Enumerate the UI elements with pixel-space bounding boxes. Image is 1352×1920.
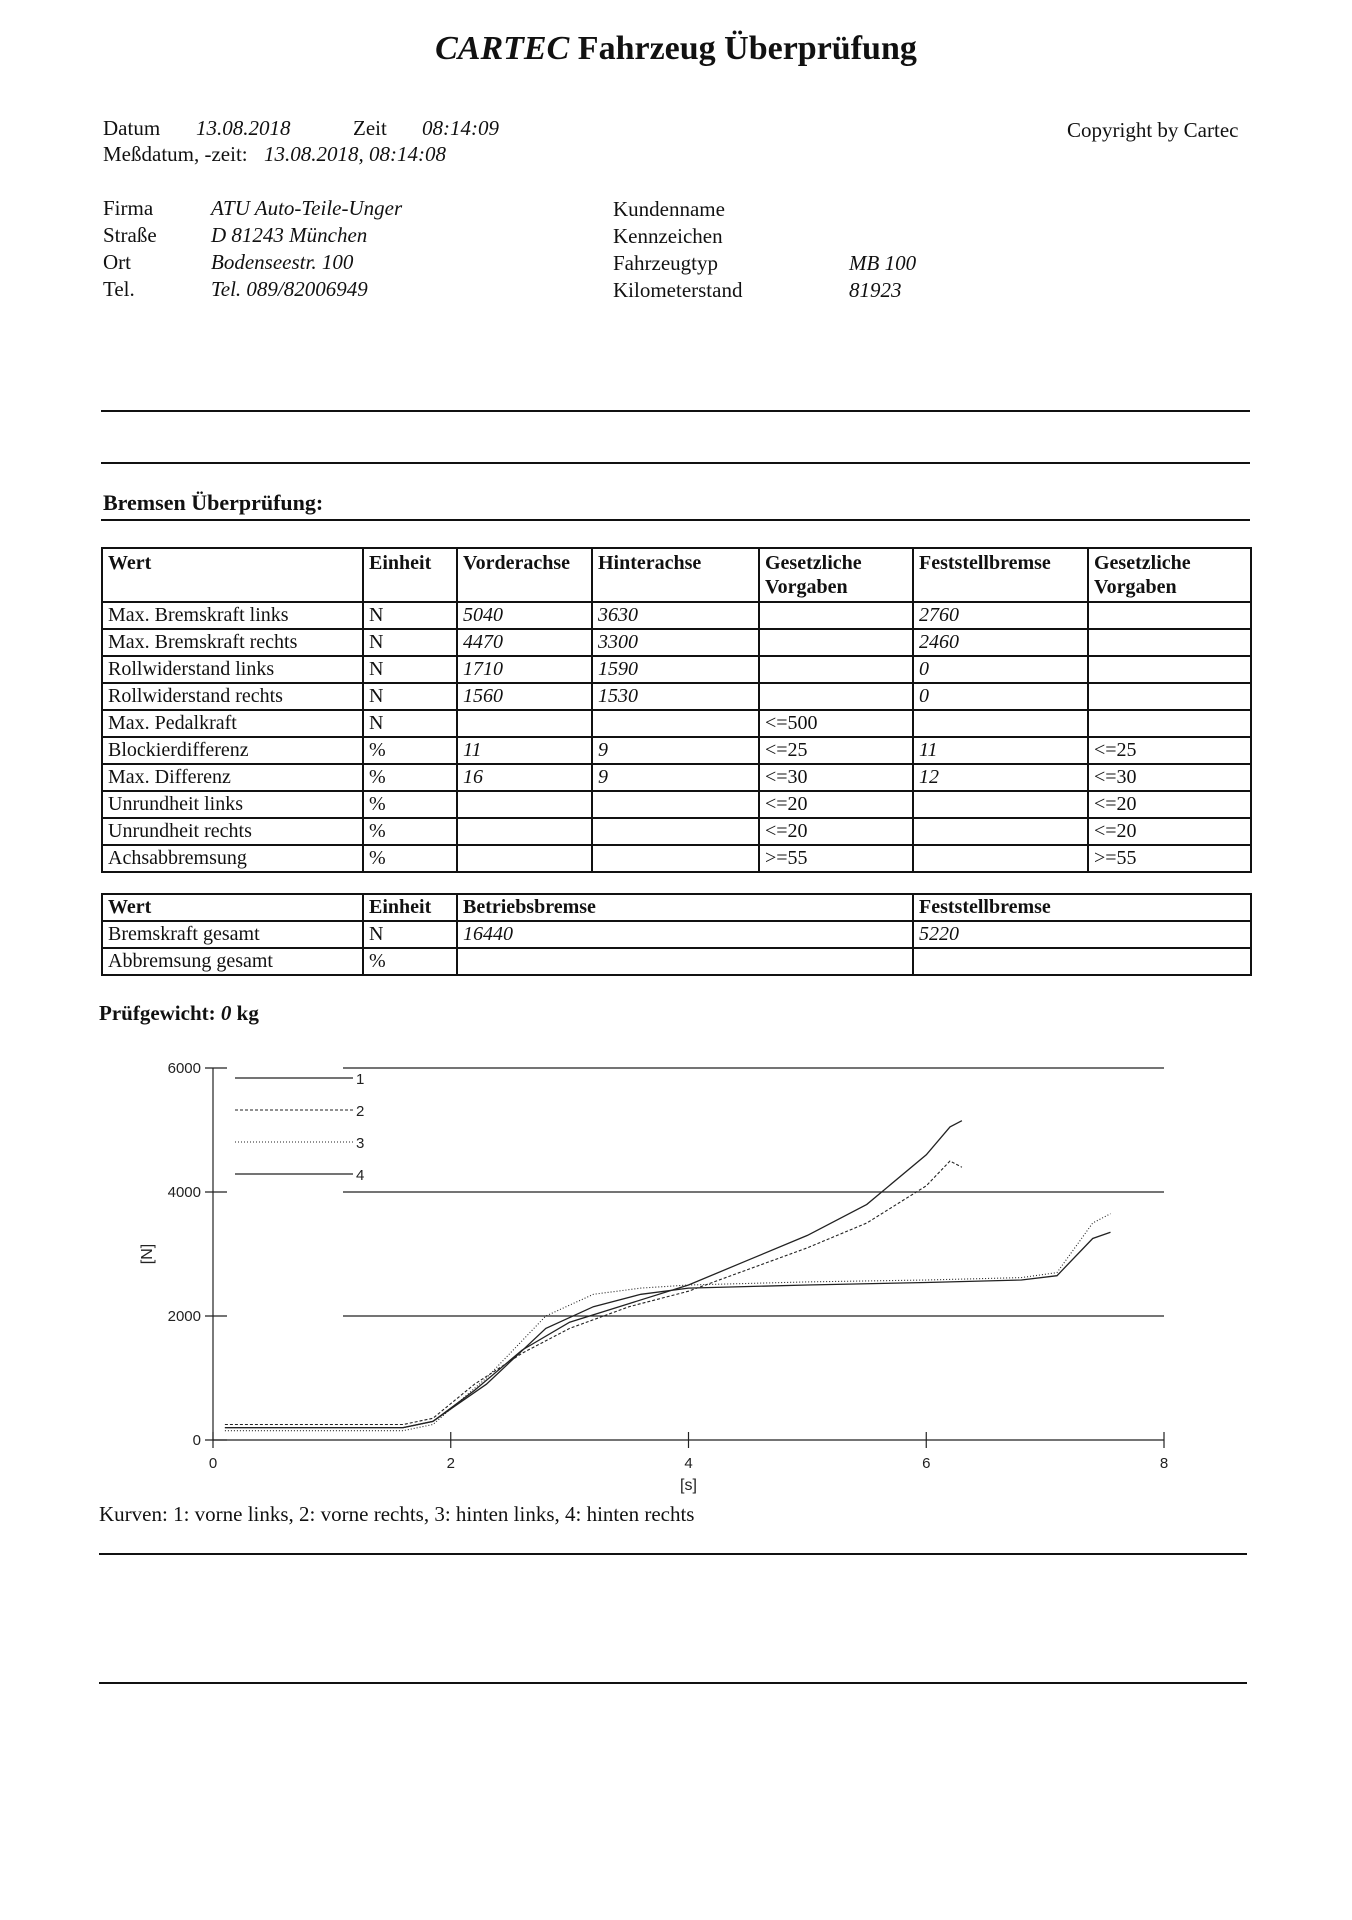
- x-tick-label: 0: [208, 1455, 218, 1472]
- brake-table-column-header: Vorderachse: [457, 548, 592, 602]
- table-cell: >=55: [759, 845, 913, 872]
- series-line-3: [225, 1214, 1111, 1431]
- table-cell: [457, 710, 592, 737]
- brake-table-column-header: Wert: [102, 548, 363, 602]
- x-tick-label: 6: [922, 1455, 931, 1472]
- x-axis-label: [s]: [680, 1477, 697, 1494]
- y-tick-label: 6000: [167, 1060, 201, 1077]
- x-tick-label: 4: [684, 1455, 693, 1472]
- zeit-label: Zeit: [353, 116, 387, 140]
- table-cell: 1530: [592, 683, 759, 710]
- table-cell: 4470: [457, 629, 592, 656]
- ort-value: Bodenseestr. 100: [211, 250, 354, 274]
- table-cell: <=500: [759, 710, 913, 737]
- table-cell: 2760: [913, 602, 1088, 629]
- table-cell: 5220: [913, 921, 1251, 948]
- totals-table-column-header: Feststellbremse: [913, 894, 1251, 921]
- tel-value: Tel. 089/82006949: [211, 277, 368, 301]
- copyright: Copyright by Cartec: [1067, 118, 1239, 142]
- zeit-value: 08:14:09: [422, 116, 499, 140]
- table-cell: [592, 845, 759, 872]
- separator-line: [99, 1553, 1247, 1555]
- table-cell: [457, 845, 592, 872]
- table-cell: 11: [913, 737, 1088, 764]
- table-cell: Abbremsung gesamt: [102, 948, 363, 975]
- totals-table-column-header: Wert: [102, 894, 363, 921]
- separator-line: [99, 1682, 1247, 1684]
- x-tick-label: 2: [446, 1455, 455, 1472]
- brake-table-column-header: Einheit: [363, 548, 457, 602]
- table-cell: Rollwiderstand rechts: [102, 683, 363, 710]
- brake-table-header-row: [102, 548, 1251, 602]
- table-cell: %: [363, 845, 457, 872]
- datum-label: Datum: [103, 116, 161, 140]
- totals-table-header-row: [102, 894, 1251, 921]
- table-cell: [1088, 710, 1251, 737]
- table-cell: Rollwiderstand links: [102, 656, 363, 683]
- brand-name: CARTEC: [435, 30, 570, 67]
- table-row: [102, 656, 1251, 683]
- pruefgewicht: [99, 1001, 259, 1026]
- table-cell: [759, 629, 913, 656]
- pruefgewicht-label: Prüfgewicht:: [99, 1001, 216, 1025]
- table-cell: >=55: [1088, 845, 1251, 872]
- table-cell: [759, 656, 913, 683]
- table-cell: [1088, 629, 1251, 656]
- table-cell: <=20: [759, 791, 913, 818]
- y-tick-label: 2000: [167, 1308, 201, 1325]
- totals-table-column-header: Einheit: [363, 894, 457, 921]
- pruefgewicht-unit: kg: [236, 1001, 259, 1025]
- table-row: [102, 602, 1251, 629]
- table-row: [102, 948, 1251, 975]
- fahrzeugtyp-value: MB 100: [849, 251, 917, 275]
- totals-table: [101, 893, 1252, 976]
- table-row: [102, 710, 1251, 737]
- table-cell: [592, 791, 759, 818]
- series-line-1: [225, 1121, 962, 1428]
- brake-table: [101, 547, 1252, 873]
- table-cell: Max. Pedalkraft: [102, 710, 363, 737]
- strasse-label: Straße: [103, 223, 157, 247]
- legend-label: 1: [356, 1071, 365, 1088]
- table-row: [102, 683, 1251, 710]
- fahrzeugtyp-label: Fahrzeugtyp: [613, 251, 718, 275]
- kilometerstand-value: 81923: [849, 278, 902, 302]
- firma-value: ATU Auto-Teile-Unger: [211, 196, 403, 220]
- table-cell: 1590: [592, 656, 759, 683]
- ort-label: Ort: [103, 250, 131, 274]
- title-text: Fahrzeug Überprüfung: [577, 30, 917, 67]
- legend-label: 2: [356, 1103, 365, 1120]
- table-cell: 11: [457, 737, 592, 764]
- section-title-bremsen: Bremsen Überprüfung:: [103, 490, 324, 515]
- brake-force-chart: [130, 1045, 1180, 1495]
- separator-line: [101, 410, 1250, 412]
- datum-value: 13.08.2018: [196, 116, 291, 140]
- series-line-2: [225, 1161, 962, 1425]
- table-cell: [1088, 683, 1251, 710]
- table-cell: 3630: [592, 602, 759, 629]
- table-cell: 16440: [457, 921, 913, 948]
- kundenname-label: Kundenname: [613, 197, 725, 221]
- table-cell: [913, 710, 1088, 737]
- table-row: [102, 764, 1251, 791]
- table-cell: %: [363, 818, 457, 845]
- table-cell: Max. Bremskraft links: [102, 602, 363, 629]
- document-title: [0, 30, 1352, 68]
- table-cell: Max. Differenz: [102, 764, 363, 791]
- x-tick-label: 8: [1159, 1455, 1169, 1472]
- table-cell: <=20: [1088, 791, 1251, 818]
- table-cell: 3300: [592, 629, 759, 656]
- table-cell: [457, 948, 913, 975]
- table-cell: <=30: [759, 764, 913, 791]
- table-cell: 5040: [457, 602, 592, 629]
- separator-line: [101, 462, 1250, 464]
- table-cell: [457, 818, 592, 845]
- kilometerstand-label: Kilometerstand: [613, 278, 743, 302]
- table-row: [102, 845, 1251, 872]
- section-underline: [101, 519, 1250, 521]
- table-cell: <=25: [1088, 737, 1251, 764]
- table-cell: Bremskraft gesamt: [102, 921, 363, 948]
- table-cell: Unrundheit rechts: [102, 818, 363, 845]
- strasse-value: D 81243 München: [211, 223, 368, 247]
- table-cell: 0: [913, 683, 1088, 710]
- legend-label: 4: [356, 1167, 365, 1184]
- brake-table-column-header: Hinterachse: [592, 548, 759, 602]
- table-cell: <=20: [1088, 818, 1251, 845]
- table-cell: <=30: [1088, 764, 1251, 791]
- table-cell: Blockierdifferenz: [102, 737, 363, 764]
- messdatum-label: Meßdatum, -zeit:: [103, 142, 248, 166]
- table-cell: 0: [913, 656, 1088, 683]
- table-cell: <=25: [759, 737, 913, 764]
- table-cell: [759, 602, 913, 629]
- table-cell: [913, 845, 1088, 872]
- y-axis-label: [N]: [139, 1243, 156, 1265]
- table-cell: [913, 791, 1088, 818]
- y-tick-label: 4000: [167, 1184, 201, 1201]
- series-line-4: [225, 1232, 1111, 1427]
- table-cell: 2460: [913, 629, 1088, 656]
- table-cell: [913, 818, 1088, 845]
- table-cell: [592, 710, 759, 737]
- table-cell: 1560: [457, 683, 592, 710]
- chart-caption: Kurven: 1: vorne links, 2: vorne rechts, 3: hinten links, 4: hinten rechts: [99, 1502, 695, 1526]
- table-cell: [759, 683, 913, 710]
- legend-label: 3: [356, 1135, 365, 1152]
- table-cell: [592, 818, 759, 845]
- table-cell: N: [363, 710, 457, 737]
- firma-label: Firma: [103, 196, 154, 220]
- table-cell: %: [363, 764, 457, 791]
- brake-table-column-header: Gesetzliche Vorgaben: [759, 548, 913, 602]
- tel-label: Tel.: [103, 277, 135, 301]
- table-row: [102, 818, 1251, 845]
- table-cell: N: [363, 683, 457, 710]
- table-row: [102, 737, 1251, 764]
- brake-table-column-header: Feststellbremse: [913, 548, 1088, 602]
- messdatum-value: 13.08.2018, 08:14:08: [264, 142, 446, 166]
- totals-table-column-header: Betriebsbremse: [457, 894, 913, 921]
- table-cell: Unrundheit links: [102, 791, 363, 818]
- brake-table-column-header: Gesetzliche Vorgaben: [1088, 548, 1251, 602]
- pruefgewicht-value: 0: [220, 1001, 232, 1025]
- table-cell: [457, 791, 592, 818]
- table-cell: Achsabbremsung: [102, 845, 363, 872]
- table-cell: N: [363, 602, 457, 629]
- table-cell: 9: [592, 764, 759, 791]
- table-cell: 9: [592, 737, 759, 764]
- table-cell: Max. Bremskraft rechts: [102, 629, 363, 656]
- table-cell: %: [363, 948, 457, 975]
- table-cell: <=20: [759, 818, 913, 845]
- table-cell: N: [363, 656, 457, 683]
- table-cell: [1088, 602, 1251, 629]
- table-cell: [913, 948, 1251, 975]
- kennzeichen-label: Kennzeichen: [613, 224, 723, 248]
- table-row: [102, 921, 1251, 948]
- table-cell: N: [363, 629, 457, 656]
- table-cell: [1088, 656, 1251, 683]
- table-row: [102, 629, 1251, 656]
- table-cell: 12: [913, 764, 1088, 791]
- table-cell: 1710: [457, 656, 592, 683]
- y-tick-label: 0: [192, 1432, 201, 1449]
- table-cell: 16: [457, 764, 592, 791]
- table-cell: N: [363, 921, 457, 948]
- table-cell: %: [363, 791, 457, 818]
- table-row: [102, 791, 1251, 818]
- table-cell: %: [363, 737, 457, 764]
